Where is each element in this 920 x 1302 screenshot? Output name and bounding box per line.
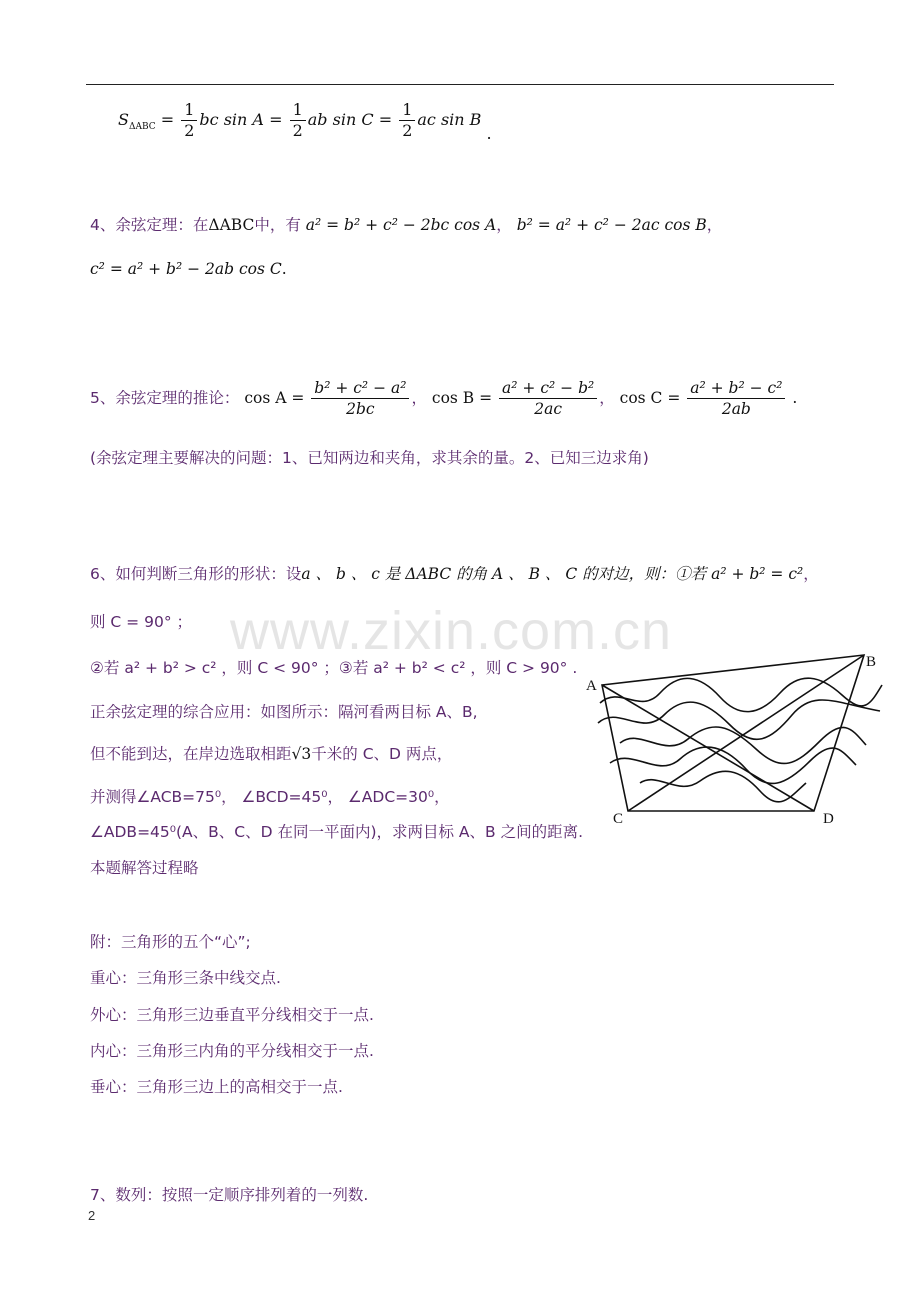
- cosine-law-line1: 4、余弦定理：在ΔABC中，有 a² = b² + c² − 2bc cos A， b² = a² + c² − 2ac cos B，: [90, 216, 723, 234]
- application-line5: 本题解答过程略: [90, 859, 199, 877]
- cosine-law-line2: c² = a² + b² − 2ab cos C.: [90, 260, 287, 278]
- fraction: $\frac{1}{2}$: [399, 100, 415, 141]
- quad-outline: [602, 655, 864, 811]
- appendix-item: 外心：三角形三边垂直平分线相交于一点.: [90, 1006, 374, 1024]
- area-formula: $S_{\Delta ABC}$ = $\frac{1}{2}$ bc sin A = $\frac{1}{2}$ ab sin C = $\frac{1}{2}$ ac sin B .: [118, 100, 492, 143]
- appendix-item: 内心：三角形三内角的平分线相交于一点.: [90, 1042, 374, 1060]
- fraction: $\frac{\text{a² + b² − c²}}{2ab}$: [687, 378, 785, 419]
- river-wave-4: [610, 747, 856, 784]
- label-a: A: [586, 678, 597, 694]
- fraction: $\frac{\text{a² + c² − b²}}{2ac}$: [499, 378, 597, 419]
- application-line2: 但不能到达，在岸边选取相距√3千米的 C、D 两点，: [90, 745, 453, 763]
- triangle-shape-line2: 则 C = 90° ；: [90, 613, 192, 631]
- appendix-item: 重心：三角形三条中线交点.: [90, 969, 281, 987]
- diagonal-ad: [602, 685, 814, 811]
- sequence-definition: 7、数列：按照一定顺序排列着的一列数.: [90, 1186, 369, 1204]
- fraction: $\frac{\text{b² + c² − a²}}{2bc}$: [311, 378, 409, 419]
- triangle-shape-line1: 6、如何判断三角形的形状：设a 、 b 、 c 是 ΔABC 的角 A 、 B 、 C 的对边，则：①若 a² + b² = c²，: [90, 565, 819, 583]
- appendix-item: 垂心：三角形三边上的高相交于一点.: [90, 1078, 343, 1096]
- river-wave-2: [598, 700, 880, 739]
- appendix-title: 附：三角形的五个“心”;: [90, 933, 251, 951]
- application-line4: ∠ADB=45⁰(A、B、C、D 在同一平面内)，求两目标 A、B 之间的距离.: [90, 823, 584, 841]
- cosine-corollary: 5、余弦定理的推论： cos A = $\frac{\text{b² + c² − a²}}{2bc}$ ， cos B = $\frac{\text{a² + c² − b²}}{2ac}$ ， cos C = $\frac{\text{a² + b² − c²}}{2ab}$ .: [90, 379, 798, 418]
- river-figure: [580, 645, 890, 830]
- watermark: www.zixin.com.cn: [230, 601, 673, 661]
- fraction: $\frac{1}{2}$: [290, 100, 306, 141]
- fraction: $\frac{1}{2}$: [181, 100, 197, 141]
- river-wave-3: [620, 727, 866, 764]
- header-rule: [86, 84, 834, 85]
- label-c: C: [613, 811, 624, 827]
- application-line3: 并测得∠ACB=75⁰， ∠BCD=45⁰， ∠ADC=30⁰，: [90, 788, 450, 806]
- river-wave-1: [600, 678, 882, 711]
- application-line1: 正余弦定理的综合应用：如图所示：隔河看两目标 A、B,: [90, 703, 478, 721]
- triangle-shape-line3: ②若 a² + b² > c² ，则 C < 90° ；③若 a² + b² < c² ，则 C > 90° .: [90, 659, 578, 677]
- label-d: D: [823, 811, 834, 827]
- label-b: B: [866, 654, 877, 670]
- cosine-note: (余弦定理主要解决的问题：1、已知两边和夹角，求其余的量。2、已知三边求角): [90, 449, 649, 467]
- page-number: 2: [88, 1208, 96, 1223]
